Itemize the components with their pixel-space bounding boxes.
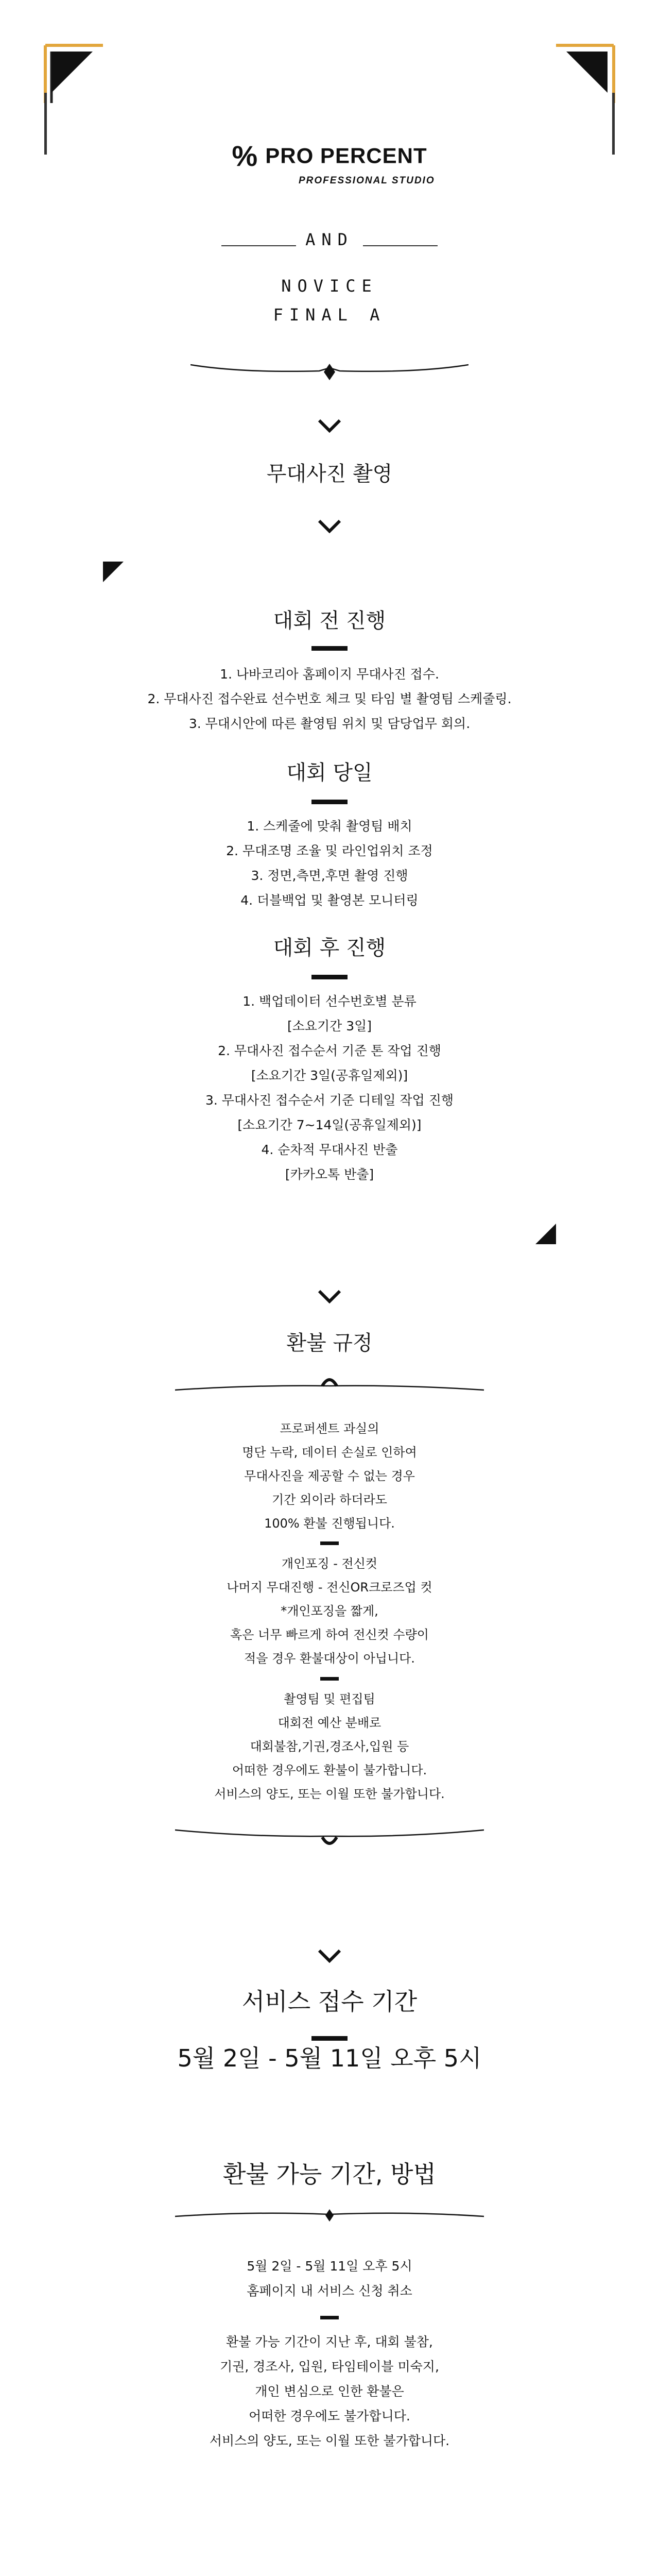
list-item: 환불 가능 기간이 지난 후, 대회 불참, [226, 2334, 433, 2349]
after-list [0, 989, 659, 1187]
list-item: 4. 순차적 무대사진 반출 [261, 1142, 398, 1157]
chevron-down-icon [317, 417, 342, 433]
list-item: 개인 변심으로 인한 환불은 [255, 2384, 404, 2399]
triangle-marker-icon [535, 1224, 556, 1244]
triangle-marker-icon [103, 562, 124, 582]
service-title: 서비스 접수 기간 [241, 1988, 418, 2015]
list-item: 혹은 너무 빠르게 하여 전신컷 수량이 [230, 1628, 429, 1642]
refund-dash-1 [320, 1541, 339, 1545]
event-line-2: NOVICE [281, 276, 378, 296]
list-item: [소요기간 3일(공휴일제외)] [251, 1068, 408, 1083]
list-item: 촬영팀 및 편집팀 [284, 1692, 375, 1706]
day-list [0, 814, 659, 913]
list-item: 3. 정면,측면,후면 촬영 진행 [251, 868, 408, 883]
event-divider-right [363, 245, 438, 246]
list-item: 2. 무대조명 조율 및 라인업위치 조정 [226, 843, 433, 858]
ornament-divider [175, 1370, 484, 1406]
list-item: 대회불참,기권,경조사,입원 등 [250, 1739, 409, 1754]
list-item: 4. 더블백업 및 촬영본 모니터링 [240, 893, 419, 908]
day-dash [311, 800, 348, 804]
brand-tagline: PROFESSIONAL STUDIO [299, 175, 435, 186]
event-line-3: FINAL A [273, 305, 386, 325]
notice-list [0, 2330, 659, 2453]
frame-top-right-corner [556, 0, 659, 103]
list-item: 3. 무대시안에 따른 촬영팀 위치 및 담당업무 회의. [188, 716, 471, 731]
list-item: 서비스의 양도, 또는 이월 또한 불가합니다. [209, 2433, 450, 2448]
refund-title: 환불 규정 [286, 1331, 373, 1355]
event-divider-left [221, 245, 296, 246]
list-item: 어떠한 경우에도 환불이 불가합니다. [232, 1763, 427, 1777]
day-title: 대회 당일 [286, 761, 373, 785]
frame-top-left-corner [0, 0, 103, 103]
section-title: 무대사진 촬영 [266, 462, 393, 486]
list-item: 2. 무대사진 접수완료 선수번호 체크 및 타임 별 촬영팀 스케줄링. [147, 691, 512, 706]
list-item: 1. 나바코리아 홈페이지 무대사진 접수. [220, 667, 439, 682]
refund-dash-2 [320, 1677, 339, 1681]
list-item: 명단 누락, 데이터 손실로 인하여 [242, 1445, 417, 1460]
list-item: 기권, 경조사, 입원, 타임테이블 미숙지, [220, 2359, 439, 2374]
list-item: 1. 스케줄에 맞춰 촬영팀 배치 [247, 819, 412, 834]
notice-dash [320, 2316, 339, 2319]
ornament-divider [175, 1819, 484, 1855]
list-item: 100% 환불 진행됩니다. [264, 1516, 395, 1531]
list-item: 무대사진을 제공할 수 없는 경우 [244, 1469, 415, 1483]
list-item: 기간 외이라 하더라도 [272, 1493, 387, 1507]
list-item: 1. 백업데이터 선수번호별 분류 [242, 994, 417, 1009]
list-item: [소요기간 7~14일(공휴일제외)] [237, 1117, 422, 1132]
list-item: 2. 무대사진 접수순서 기준 톤 작업 진행 [218, 1043, 441, 1058]
brand-logo [0, 139, 659, 173]
after-dash [311, 975, 348, 979]
list-item: 5월 2일 - 5월 11일 오후 5시 [247, 2259, 412, 2274]
list-item: 3. 무대사진 접수순서 기준 디테일 작업 진행 [205, 1093, 454, 1108]
after-title: 대회 후 진행 [273, 936, 386, 960]
service-dash [311, 2036, 348, 2041]
list-item: *개인포징을 짧게, [281, 1604, 378, 1618]
refund-block-1 [0, 1417, 659, 1535]
list-item: 홈페이지 내 서비스 신청 취소 [247, 2283, 412, 2298]
percent-logo-icon: % [232, 140, 258, 172]
ornament-divider [190, 354, 469, 385]
list-item: [카카오톡 반출] [285, 1167, 374, 1182]
chevron-down-icon [317, 1947, 342, 1963]
list-item: 어떠한 경우에도 불가합니다. [249, 2409, 410, 2424]
event-line-1: AND [305, 230, 354, 249]
list-item: 대회전 예산 분배로 [278, 1716, 381, 1730]
refund-period-title: 환불 가능 기간, 방법 [223, 2160, 436, 2188]
list-item: 프로퍼센트 과실의 [280, 1421, 379, 1436]
before-title: 대회 전 진행 [273, 609, 386, 633]
list-item: 나머지 무대진행 - 전신OR크로즈업 컷 [227, 1580, 432, 1595]
list-item: [소요기간 3일] [287, 1019, 372, 1033]
refund-block-3 [0, 1687, 659, 1806]
ornament-divider [175, 2201, 484, 2232]
list-item: 개인포징 - 전신컷 [281, 1556, 378, 1571]
list-item: 서비스의 양도, 또는 이월 또한 불가합니다. [214, 1787, 445, 1801]
chevron-down-icon [317, 1288, 342, 1303]
service-period: 5월 2일 - 5월 11일 오후 5시 [177, 2044, 482, 2072]
chevron-down-icon [317, 518, 342, 533]
refund-period-list [0, 2254, 659, 2303]
refund-block-2 [0, 1552, 659, 1670]
brand-name: PRO PERCENT [265, 143, 427, 168]
before-list [0, 662, 659, 736]
list-item: 적을 경우 환불대상이 아닙니다. [244, 1651, 415, 1666]
before-dash [311, 646, 348, 651]
